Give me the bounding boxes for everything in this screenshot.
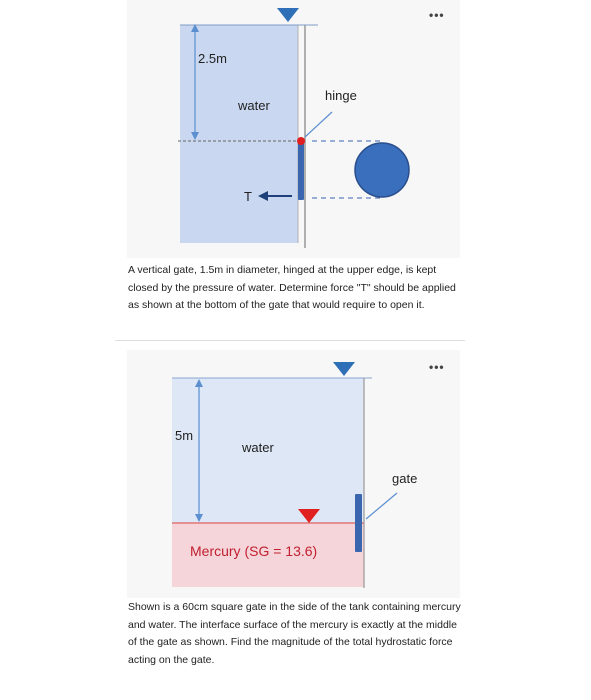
water-label: water [238, 98, 270, 113]
gate-label: gate [392, 471, 418, 486]
depth-label-2: 5m [175, 428, 194, 443]
problem-1-caption: A vertical gate, 1.5m in diameter, hinged at the upper edge, is kept closed by the pressure of water. Determine force "T" should be applied as shown at the bottom of the gate that would require to open it. [128, 264, 456, 311]
more-options-icon[interactable]: ••• [429, 8, 445, 22]
problem-2-caption: Shown is a 60cm square gate in the side of the tank containing mercury and water. The interface surface of the mercury is exactly at the middle of the gate as shown. Find the magnitude of the total hydrostatic force acting on the gate. [128, 601, 461, 666]
more-options-icon-2[interactable]: ••• [429, 360, 445, 374]
mercury-label: Mercury (SG = 13.6) [190, 543, 318, 559]
gate-bar-2 [355, 494, 362, 552]
surface-marker-icon-2 [333, 362, 355, 376]
force-label: T [244, 189, 252, 204]
hinge-label: hinge [325, 88, 357, 103]
water-label-2: water [242, 440, 274, 455]
gate-leader-line [366, 493, 397, 519]
depth-label: 2.5m [198, 51, 227, 66]
